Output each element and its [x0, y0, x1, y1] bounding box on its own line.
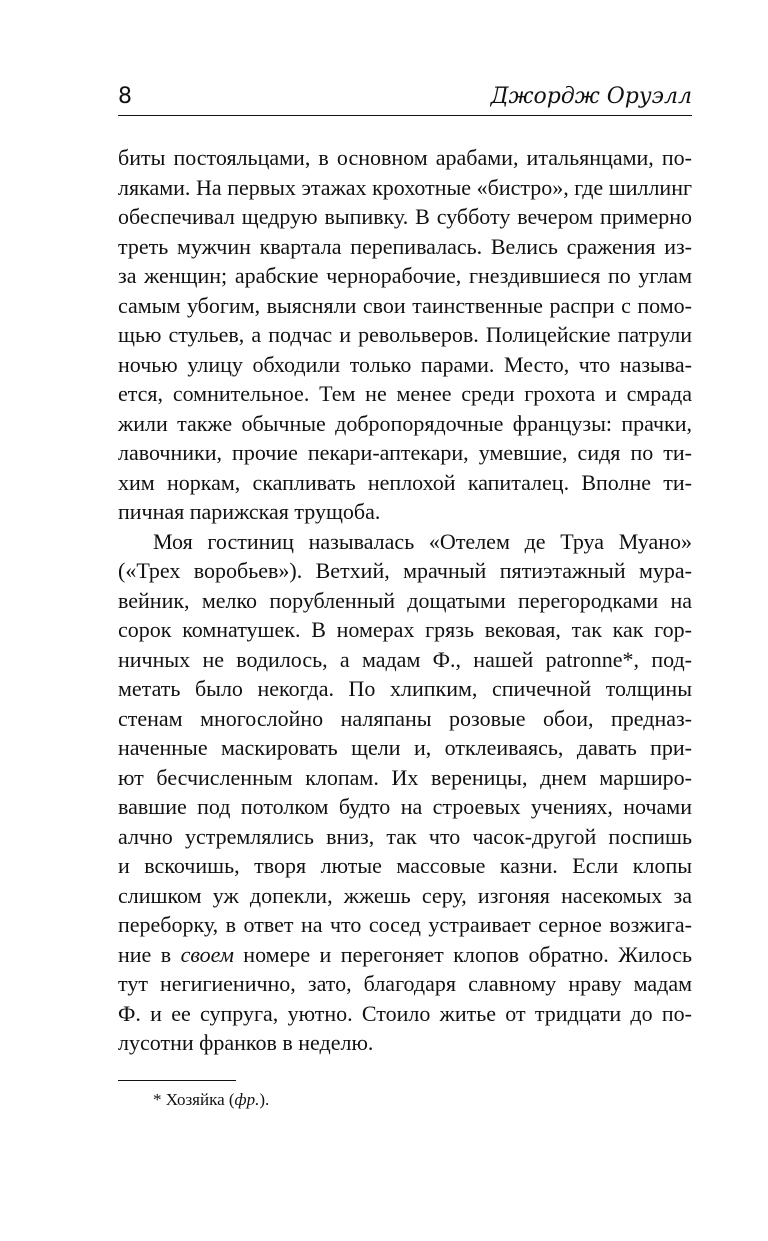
text-line: стенам многослойно наляпаны розовые обои, предназ- — [118, 705, 692, 731]
text-line: за женщин; арабские чернорабочие, гнездившиеся по углам — [118, 263, 692, 288]
text-line: вейник, мелко порубленный дощатыми перегородками на — [118, 587, 692, 613]
running-header — [118, 80, 692, 114]
footnote-text: ). — [259, 1090, 270, 1109]
text-line-with-italic — [118, 940, 692, 970]
text-line: Ф. и ее супруга, уютно. Стоило житье от тридцати до по- — [118, 1000, 692, 1026]
footnote — [153, 1090, 269, 1110]
running-head-author: Джордж Оруэлл — [490, 84, 692, 109]
text-line: ночью улицу обходили только парами. Место, что называ- — [118, 351, 692, 377]
text-line: Моя гостиниц называлась «Отелем де Труа Муано» — [153, 528, 692, 554]
text-line: биты постояльцами, в основном арабами, итальянцами, по- — [118, 145, 692, 170]
text-line: метать было некогда. По хлипким, спичечной толщины — [118, 676, 692, 701]
text-line: алчно устремлялись вниз, так что часок-другой поспишь — [118, 823, 692, 849]
text-line: ничных не водилось, а мадам Ф., нашей patronne*, под- — [118, 646, 692, 672]
text-line: тут негигиенично, зато, благодаря славному нраву мадам — [118, 971, 692, 996]
footnote-italic: фр. — [234, 1090, 260, 1109]
text-line: лавочники, прочие пекари-аптекари, умевшие, сидя по ти- — [118, 440, 692, 465]
text-line: («Трех воробьев»). Ветхий, мрачный пятиэтажный мура- — [118, 558, 692, 583]
text-line: треть мужчин квартала перепивалась. Велись сражения из- — [118, 233, 692, 259]
text-line: пичная парижская трущоба. — [118, 499, 381, 524]
text-line: хим норкам, скапливать неплохой капиталец. Вполне ти- — [118, 469, 692, 495]
text-line: переборку, в ответ на что сосед устраивает серное возжига- — [118, 912, 692, 937]
text-line: жили также обычные добропорядочные французы: прачки, — [118, 410, 692, 436]
footnote-text: * Хозяйка ( — [153, 1090, 235, 1109]
text-line: ляками. На первых этажах крохотные «бистро», где шиллинг — [118, 174, 692, 200]
text-line: слишком уж допекли, жжешь серу, изгоняя насекомых за — [118, 882, 692, 908]
footnote-rule — [118, 1080, 236, 1081]
italic-emphasis: своем — [180, 941, 234, 967]
page-number: 8 — [118, 84, 132, 109]
text-fragment: номере и перегоняет клопов обратно. Жилось — [233, 941, 693, 967]
text-line: и вскочишь, творя лютые массовые казни. Если клопы — [118, 853, 692, 878]
text-line: сорок комнатушек. В номерах грязь вековая, так как гор- — [118, 617, 692, 642]
text-line: лусотни франков в неделю. — [118, 1030, 374, 1055]
body-text — [118, 143, 692, 1058]
text-line: ется, сомнительное. Тем не менее среди грохота и смрада — [118, 381, 692, 406]
text-line: обеспечивал щедрую выпивку. В субботу вечером примерно — [118, 204, 692, 229]
text-line: наченные маскировать щели и, отклеиваясь, давать при- — [118, 735, 692, 760]
text-line: щью стульев, а подчас и револьверов. Полицейские патрули — [118, 322, 692, 347]
text-line: вавшие под потолком будто на строевых учениях, ночами — [118, 794, 692, 819]
text-fragment: ние в — [118, 941, 181, 967]
header-rule — [118, 115, 692, 116]
text-line: ют бесчисленным клопам. Их вереницы, днем марширо- — [118, 764, 692, 790]
text-line: самым убогим, выясняли свои таинственные распри с помо- — [118, 292, 692, 318]
